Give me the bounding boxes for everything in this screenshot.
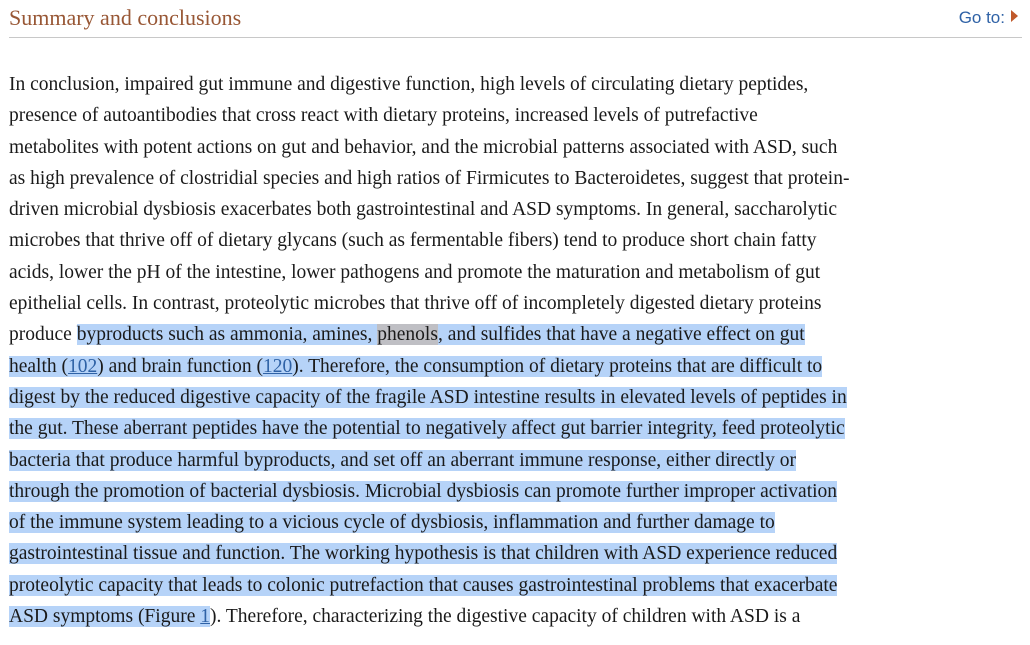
paragraph-line: driven microbial dysbiosis exacerbates both gastrointestinal and ASD symptoms. In general, saccharolytic [9,199,838,221]
text-span: , and sulfides that have a negative effect on gut [437,324,805,346]
paragraph-line [9,445,1025,476]
article-paragraph [9,69,1025,632]
text-span: produce [9,324,77,346]
paragraph-line [9,507,1025,538]
goto-button[interactable] [959,8,1018,28]
goto-label: Go to: [958,8,1005,27]
text-span: byproducts such as ammonia, amines, [76,324,378,346]
paragraph-line: metabolites with potent actions on gut and behavior, and the microbial patterns associated with ASD, such [9,136,838,158]
paragraph-line: epithelial cells. In contrast, proteolytic microbes that thrive off of incompletely digested dietary proteins [9,293,822,315]
text-span: health ( [9,355,69,377]
paragraph-line: acids, lower the pH of the intestine, lower pathogens and promote the maturation and metabolism of gut [9,261,821,283]
text-selection [9,606,210,627]
text-selection: gastrointestinal tissue and function. The working hypothesis is that children with ASD experience reduced [9,543,838,565]
text-selection: the gut. These aberrant peptides have the potential to negatively affect gut barrier integrity, feed proteolytic [9,418,845,440]
reference-link-120[interactable]: 120 [262,355,293,377]
paragraph-line [9,476,1025,507]
paragraph-line [9,351,1025,382]
figure-link-1[interactable]: 1 [200,606,210,628]
paragraph-line [9,538,1025,569]
paragraph-line: presence of autoantibodies that cross react with dietary proteins, increased levels of putrefactive [9,105,758,127]
text-selection: bacteria that produce harmful byproducts, and set off an aberrant immune response, either directly or [9,449,796,471]
text-selection: digest by the reduced digestive capacity of the fragile ASD intestine results in elevated levels of peptides in [9,386,847,408]
paragraph-line [9,413,1025,444]
text-selection: of the immune system leading to a vicious cycle of dysbiosis, inflammation and further damage to [9,512,775,534]
paragraph-line [9,601,1025,632]
paragraph-line: In conclusion, impaired gut immune and digestive function, high levels of circulating dietary peptides, [9,74,809,95]
paragraph-line [9,382,1025,413]
paragraph-line [9,570,1025,601]
triangle-right-icon [1011,10,1018,22]
paragraph-line: as high prevalence of clostridial species and high ratios of Firmicutes to Bacteroidetes, suggest that protein- [9,167,850,189]
text-selection [77,324,805,345]
text-selection: through the promotion of bacterial dysbiosis. Microbial dysbiosis can promote further improper activation [9,480,838,502]
paragraph-line [9,319,1025,350]
section-title: Summary and conclusions [9,5,242,30]
reference-link-102[interactable]: 102 [68,355,98,377]
text-selection [9,356,822,377]
section-header [9,0,1022,38]
text-span: ) and brain function ( [97,355,263,377]
paragraph-line: microbes that thrive off of dietary glycans (such as fermentable fibers) tend to produce short chain fatty [9,230,817,252]
text-span: ). Therefore, the consumption of dietary proteins that are difficult to [292,355,823,377]
text-span: ASD symptoms (Figure [9,606,201,628]
text-span: ). Therefore, characterizing the digestive capacity of children with ASD is a [209,606,801,628]
highlighted-word: phenols [377,324,438,346]
text-selection: proteolytic capacity that leads to colonic putrefaction that causes gastrointestinal problems that exacerbate [9,574,838,596]
